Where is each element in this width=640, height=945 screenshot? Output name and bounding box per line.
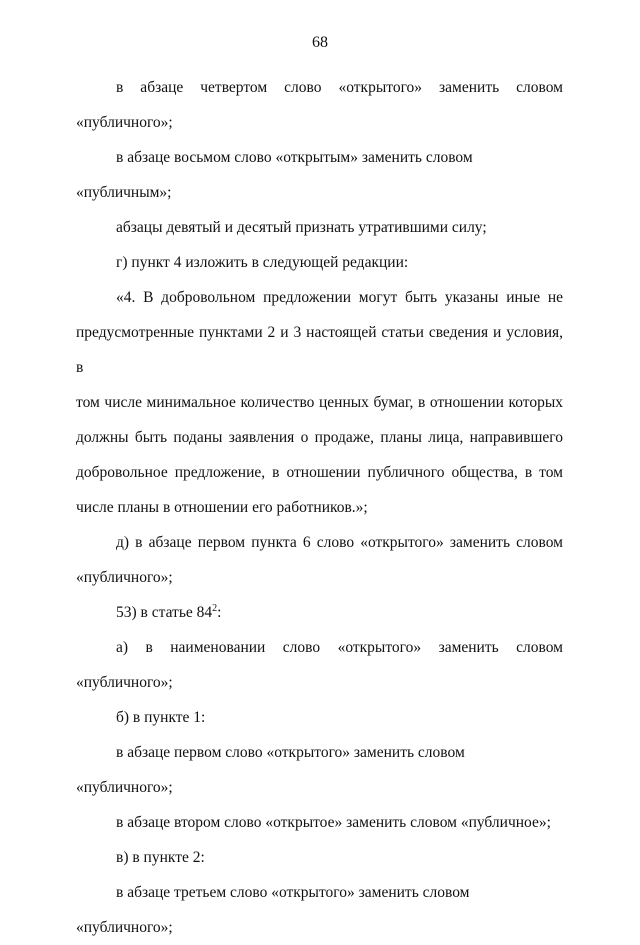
text-line: «4. В добровольном предложении могут быть указаны иные не [116, 289, 563, 306]
paragraph-abzac-8 [76, 140, 563, 210]
text-line: «публичного»; [76, 114, 173, 131]
text-line: числе планы в отношении его работников.»; [76, 499, 368, 516]
text-line: добровольное предложение, в отношении публичного общества, в том [76, 464, 563, 481]
text-line: должны быть поданы заявления о продаже, планы лица, направившего [76, 429, 563, 446]
text-line: 53) в статье 84 [116, 604, 213, 621]
paragraph-punkt-1 [76, 700, 563, 735]
text-line: в абзаце первом слово «открытого» заменить словом «публичного»; [76, 744, 465, 796]
text-line: д) в абзаце первом пункта 6 слово «открытого» заменить словом [116, 534, 563, 551]
paragraph-abzac-4 [76, 70, 563, 140]
text-line: в абзаце четвертом слово «открытого» заменить словом [116, 79, 563, 96]
text-line: том числе минимальное количество ценных бумаг, в отношении которых [76, 394, 563, 411]
paragraph-punkt-2 [76, 840, 563, 875]
paragraph-new-wording [76, 280, 563, 525]
page-number: 68 [312, 34, 328, 51]
text-line: предусмотренные пунктами 2 и 3 настоящей статьи сведения и условия, в [76, 324, 563, 376]
paragraph-abzac-2 [76, 805, 563, 840]
paragraph-punkt-4 [76, 245, 563, 280]
text-line: б) в пункте 1: [116, 709, 206, 726]
paragraph-punkt-6 [76, 525, 563, 595]
paragraph-abzac-1 [76, 735, 563, 805]
text-line: «публичного»; [76, 569, 173, 586]
document-body [76, 70, 563, 945]
text-line: г) пункт 4 изложить в следующей редакции: [116, 254, 409, 271]
paragraph-abzac-3 [76, 875, 563, 945]
paragraph-naimenovanie [76, 630, 563, 700]
text-line: в) в пункте 2: [116, 849, 205, 866]
text-line: в абзаце восьмом слово «открытым» заменить словом «публичным»; [76, 149, 473, 201]
superscript: 2 [212, 602, 218, 614]
text-line: : [217, 604, 222, 621]
paragraph-abzac-9-10 [76, 210, 563, 245]
text-line: а) в наименовании слово «открытого» заменить словом [116, 639, 563, 656]
paragraph-item-53 [76, 595, 563, 630]
text-line: абзацы девятый и десятый признать утратившими силу; [116, 219, 487, 236]
text-line: «публичного»; [76, 674, 173, 691]
text-line: в абзаце втором слово «открытое» заменить словом «публичное»; [116, 814, 551, 831]
text-line: в абзаце третьем слово «открытого» заменить словом «публичного»; [76, 884, 470, 936]
